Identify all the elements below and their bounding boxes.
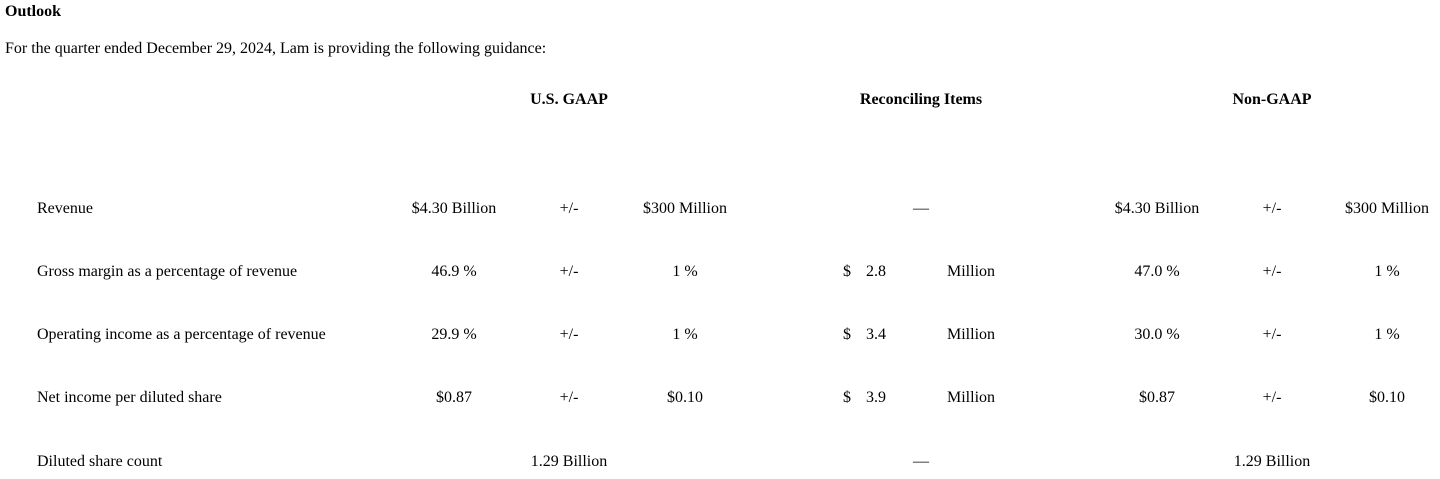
non-gaap-value: $0.87 <box>1139 389 1175 406</box>
row-label: Revenue <box>37 200 93 217</box>
gaap-range: 1 % <box>672 326 698 343</box>
reconciling-unit: Million <box>947 326 996 343</box>
outlook-heading: Outlook <box>5 3 62 20</box>
gaap-plus-minus: +/- <box>559 326 579 343</box>
gaap-value: 29.9 % <box>431 326 477 343</box>
column-header-non-gaap: Non-GAAP <box>1232 91 1312 108</box>
reconciling-amount: 3.9 <box>866 389 886 406</box>
non-gaap-plus-minus: +/- <box>1262 200 1282 217</box>
non-gaap-range: 1 % <box>1374 326 1400 343</box>
reconciling-currency: $ <box>843 263 851 280</box>
row-label: Gross margin as a percentage of revenue <box>37 263 298 280</box>
reconciling-unit: Million <box>947 389 996 406</box>
non-gaap-range: $0.10 <box>1369 389 1405 406</box>
row-label: Net income per diluted share <box>37 389 222 406</box>
gaap-plus-minus: +/- <box>559 200 579 217</box>
gaap-value: $0.87 <box>436 389 472 406</box>
reconciling-currency: $ <box>843 326 851 343</box>
non-gaap-value: 30.0 % <box>1134 326 1180 343</box>
non-gaap-range: $300 Million <box>1344 200 1430 217</box>
reconciling-dash: — <box>913 200 929 217</box>
non-gaap-plus-minus: +/- <box>1262 389 1282 406</box>
reconciling-amount: 3.4 <box>866 326 886 343</box>
gaap-range: $300 Million <box>642 200 728 217</box>
guidance-intro: For the quarter ended December 29, 2024, Lam is providing the following guidance: <box>5 40 547 57</box>
reconciling-amount: 2.8 <box>866 263 886 280</box>
reconciling-currency: $ <box>843 389 851 406</box>
reconciling-dash: — <box>913 453 929 470</box>
non-gaap-plus-minus: +/- <box>1262 263 1282 280</box>
non-gaap-plus-minus: +/- <box>1262 326 1282 343</box>
column-header-reconciling-items: Reconciling Items <box>859 91 983 108</box>
gaap-plus-minus: +/- <box>559 389 579 406</box>
gaap-value: 46.9 % <box>431 263 477 280</box>
row-label: Diluted share count <box>37 453 163 470</box>
reconciling-unit: Million <box>947 263 996 280</box>
non-gaap-value: $4.30 Billion <box>1114 200 1200 217</box>
gaap-range: 1 % <box>672 263 698 280</box>
non-gaap-combined-value: 1.29 Billion <box>1233 453 1311 470</box>
gaap-combined-value: 1.29 Billion <box>530 453 608 470</box>
non-gaap-range: 1 % <box>1374 263 1400 280</box>
gaap-value: $4.30 Billion <box>411 200 497 217</box>
non-gaap-value: 47.0 % <box>1134 263 1180 280</box>
row-label: Operating income as a percentage of revenue <box>37 326 326 343</box>
gaap-plus-minus: +/- <box>559 263 579 280</box>
column-header-gaap: U.S. GAAP <box>530 91 608 108</box>
gaap-range: $0.10 <box>667 389 703 406</box>
